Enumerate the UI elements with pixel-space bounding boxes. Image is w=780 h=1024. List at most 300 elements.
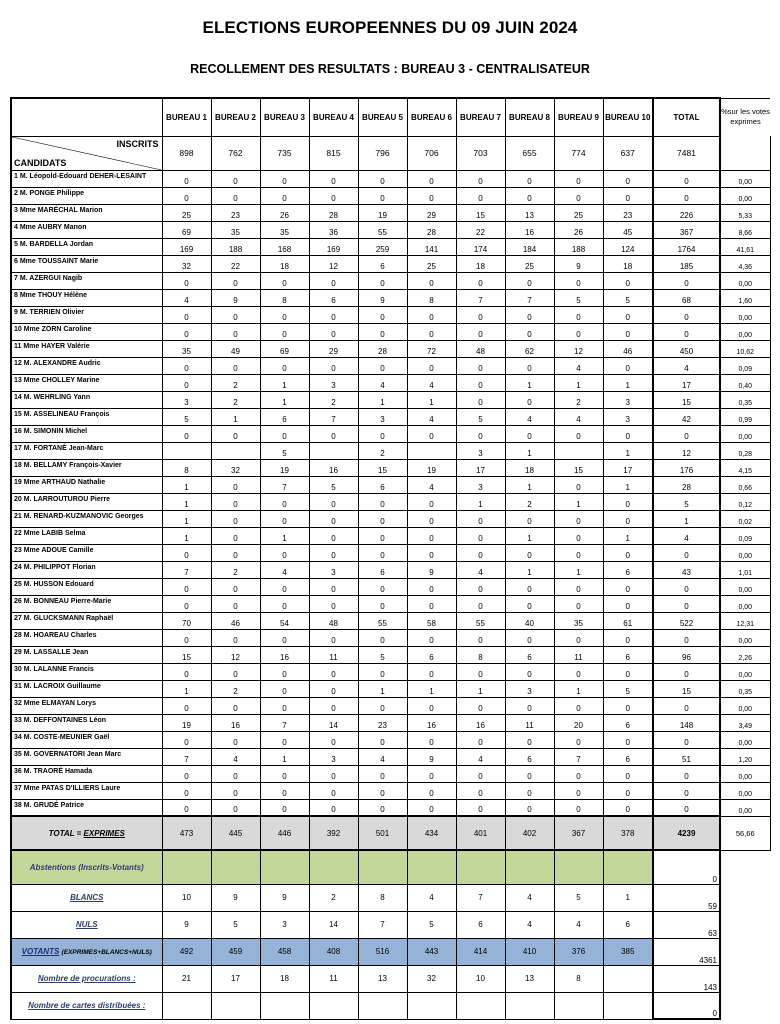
candidate-votes: 0 [456, 272, 505, 289]
candidate-votes: 1 [505, 476, 554, 493]
candidate-votes: 1 [505, 561, 554, 578]
candidate-row [11, 272, 770, 289]
candidate-votes: 0 [162, 782, 211, 799]
candidate-votes: 1 [505, 374, 554, 391]
header-bureau: BUREAU 5 [358, 98, 407, 136]
candidate-votes: 0 [456, 799, 505, 816]
candidate-votes: 0 [407, 187, 456, 204]
candidate-name: 35 M. GOVERNATORI Jean Marc [11, 748, 162, 765]
candidate-votes: 2 [211, 374, 260, 391]
pct-blank [720, 136, 770, 170]
candidate-pct: 5,33 [720, 204, 770, 221]
candidate-total: 0 [653, 578, 720, 595]
candidate-votes: 0 [309, 527, 358, 544]
candidate-pct: 0,09 [720, 527, 770, 544]
candidate-votes: 0 [505, 306, 554, 323]
candidate-votes: 0 [162, 425, 211, 442]
candidate-votes: 9 [407, 561, 456, 578]
candidate-votes: 0 [211, 476, 260, 493]
votants-label-text: VOTANTS [21, 947, 60, 956]
candidate-total: 1764 [653, 238, 720, 255]
candidate-votes: 4 [407, 374, 456, 391]
candidate-row [11, 170, 770, 187]
candidate-votes: 0 [554, 476, 603, 493]
candidate-votes: 0 [260, 663, 309, 680]
candidate-votes: 0 [260, 765, 309, 782]
candidate-votes: 0 [309, 799, 358, 816]
candidate-votes: 0 [554, 323, 603, 340]
candidate-votes: 1 [456, 493, 505, 510]
candidate-votes: 2 [554, 391, 603, 408]
candidate-row [11, 510, 770, 527]
candidate-votes: 72 [407, 340, 456, 357]
candidate-votes: 0 [456, 391, 505, 408]
candidate-votes: 0 [358, 595, 407, 612]
candidate-name: 33 M. DEFFONTAINES Léon [11, 714, 162, 731]
candidate-row [11, 714, 770, 731]
inscrits-value: 637 [603, 136, 653, 170]
candidate-votes: 9 [554, 255, 603, 272]
candidate-name: 8 Mme THOUY Hélène [11, 289, 162, 306]
candidate-total: 42 [653, 408, 720, 425]
header-bureau: BUREAU 4 [309, 98, 358, 136]
candidate-votes: 0 [211, 493, 260, 510]
candidate-name: 23 Mme ADOUE Camille [11, 544, 162, 561]
candidate-votes: 0 [407, 697, 456, 714]
candidate-pct: 0,00 [720, 765, 770, 782]
candidate-votes: 6 [505, 748, 554, 765]
cartes-value [162, 992, 211, 1019]
candidate-votes: 19 [162, 714, 211, 731]
header-bureau: BUREAU 2 [211, 98, 260, 136]
candidate-total: 367 [653, 221, 720, 238]
candidate-votes: 0 [211, 629, 260, 646]
candidate-row [11, 680, 770, 697]
header-bureau: BUREAU 10 [603, 98, 653, 136]
candidate-votes: 0 [162, 170, 211, 187]
candidate-votes: 0 [554, 595, 603, 612]
candidate-pct: 0,00 [720, 272, 770, 289]
candidate-pct: 0,66 [720, 476, 770, 493]
exprimes-value: 473 [162, 816, 211, 850]
candidate-name: 27 M. GLUCKSMANN Raphaël [11, 612, 162, 629]
candidate-votes: 0 [456, 170, 505, 187]
candidate-votes: 0 [309, 510, 358, 527]
candidate-votes: 1 [407, 680, 456, 697]
abstentions-value [407, 850, 456, 884]
candidate-votes: 55 [358, 221, 407, 238]
candidate-votes: 0 [603, 578, 653, 595]
cartes-label-text: Nombre de cartes distribuées : [28, 1001, 146, 1010]
candidate-votes: 15 [554, 459, 603, 476]
cartes-value [456, 992, 505, 1019]
candidate-votes: 0 [456, 187, 505, 204]
candidate-votes: 0 [505, 731, 554, 748]
candidate-votes: 0 [358, 527, 407, 544]
candidate-votes: 0 [554, 544, 603, 561]
candidate-name: 3 Mme MARÉCHAL Marion [11, 204, 162, 221]
exprimes-value: 445 [211, 816, 260, 850]
candidate-name: 4 Mme AUBRY Manon [11, 221, 162, 238]
candidate-row [11, 782, 770, 799]
candidate-votes: 17 [603, 459, 653, 476]
candidate-votes: 0 [603, 493, 653, 510]
candidate-votes: 1 [260, 391, 309, 408]
votants-value: 414 [456, 938, 505, 965]
exprimes-value: 378 [603, 816, 653, 850]
candidate-total: 5 [653, 493, 720, 510]
candidate-votes: 35 [211, 221, 260, 238]
candidate-votes: 0 [603, 357, 653, 374]
candidate-row [11, 612, 770, 629]
candidate-pct: 0,00 [720, 799, 770, 816]
candidate-votes: 0 [211, 187, 260, 204]
candidate-votes: 7 [162, 748, 211, 765]
candidate-votes: 0 [260, 799, 309, 816]
votants-value: 376 [554, 938, 603, 965]
candidate-votes: 0 [162, 544, 211, 561]
candidate-votes: 0 [505, 357, 554, 374]
candidate-votes: 0 [260, 578, 309, 595]
candidate-row [11, 578, 770, 595]
votants-label-sub: (EXPRIMES+BLANCS+NULS) [61, 949, 152, 956]
candidate-name: 16 M. SIMONIN Michel [11, 425, 162, 442]
inscrits-value: 706 [407, 136, 456, 170]
candidate-total: 0 [653, 306, 720, 323]
candidate-votes: 0 [358, 510, 407, 527]
candidate-votes: 3 [456, 442, 505, 459]
candidate-total: 0 [653, 323, 720, 340]
candidate-votes: 0 [309, 697, 358, 714]
candidate-votes: 9 [358, 289, 407, 306]
candidate-votes: 2 [211, 561, 260, 578]
candidate-votes: 0 [407, 544, 456, 561]
candidate-votes: 2 [211, 680, 260, 697]
candidate-votes: 0 [211, 510, 260, 527]
candidate-votes: 0 [358, 578, 407, 595]
candidate-votes: 1 [554, 561, 603, 578]
candidate-votes: 16 [211, 714, 260, 731]
candidate-votes: 2 [211, 391, 260, 408]
candidate-total: 4 [653, 527, 720, 544]
candidate-votes: 174 [456, 238, 505, 255]
inscrits-value: 762 [211, 136, 260, 170]
candidate-votes: 5 [603, 680, 653, 697]
candidate-pct: 0,00 [720, 731, 770, 748]
inscrits-candidats-label [11, 136, 162, 170]
candidate-votes: 0 [162, 731, 211, 748]
candidate-votes: 6 [603, 714, 653, 731]
candidate-pct: 0,35 [720, 391, 770, 408]
candidate-votes: 0 [358, 731, 407, 748]
candidate-votes: 0 [358, 170, 407, 187]
blancs-value: 4 [505, 884, 554, 911]
candidate-votes: 168 [260, 238, 309, 255]
candidate-total: 0 [653, 697, 720, 714]
candidate-votes: 0 [603, 323, 653, 340]
blancs-pct-blank [720, 884, 770, 911]
candidate-votes: 0 [211, 272, 260, 289]
candidate-votes: 0 [211, 544, 260, 561]
blancs-value: 4 [407, 884, 456, 911]
candidate-votes: 1 [554, 493, 603, 510]
candidate-row [11, 221, 770, 238]
candidate-row [11, 731, 770, 748]
header-bureau: BUREAU 6 [407, 98, 456, 136]
abstentions-value [162, 850, 211, 884]
candidate-votes: 0 [211, 578, 260, 595]
candidate-pct: 41,61 [720, 238, 770, 255]
candidate-votes: 0 [260, 306, 309, 323]
candidate-votes: 0 [456, 782, 505, 799]
candidate-votes: 3 [505, 680, 554, 697]
procurations-value: 32 [407, 965, 456, 992]
header-bureau: BUREAU 3 [260, 98, 309, 136]
candidate-votes: 0 [358, 272, 407, 289]
candidate-votes: 0 [603, 629, 653, 646]
candidate-votes: 0 [456, 697, 505, 714]
candidate-votes: 11 [554, 646, 603, 663]
candidate-votes: 6 [603, 561, 653, 578]
header-total: TOTAL [653, 98, 720, 136]
candidate-votes: 35 [162, 340, 211, 357]
candidate-total: 450 [653, 340, 720, 357]
candidate-votes: 0 [554, 272, 603, 289]
candidate-pct: 0,28 [720, 442, 770, 459]
candidate-votes: 0 [603, 306, 653, 323]
candidate-votes: 0 [260, 595, 309, 612]
candidate-pct: 0,00 [720, 663, 770, 680]
candidate-votes: 4 [407, 476, 456, 493]
page-subtitle: RECOLLEMENT DES RESULTATS : BUREAU 3 - CENTRALISATEUR [190, 62, 590, 76]
candidate-votes: 0 [260, 629, 309, 646]
candidate-votes: 16 [505, 221, 554, 238]
candidate-votes: 0 [456, 374, 505, 391]
candidate-votes: 7 [260, 714, 309, 731]
candidate-votes: 0 [358, 357, 407, 374]
candidate-votes: 0 [309, 323, 358, 340]
candidate-name: 30 M. LALANNE Francis [11, 663, 162, 680]
candidate-votes: 0 [358, 544, 407, 561]
candidate-pct: 0,35 [720, 680, 770, 697]
candidate-votes: 5 [162, 408, 211, 425]
candidate-votes: 6 [407, 646, 456, 663]
candidate-votes: 70 [162, 612, 211, 629]
candidate-total: 0 [653, 629, 720, 646]
candidate-votes: 69 [260, 340, 309, 357]
candidate-votes: 8 [260, 289, 309, 306]
candidate-votes: 48 [309, 612, 358, 629]
candidate-votes: 0 [309, 663, 358, 680]
candidate-pct: 0,00 [720, 425, 770, 442]
candidate-votes: 2 [309, 391, 358, 408]
candidate-votes: 0 [407, 510, 456, 527]
candidate-votes: 69 [162, 221, 211, 238]
candidate-votes: 7 [309, 408, 358, 425]
candidate-votes: 0 [603, 731, 653, 748]
candidate-total: 68 [653, 289, 720, 306]
candidate-row [11, 476, 770, 493]
candidate-row [11, 493, 770, 510]
candidate-votes: 18 [456, 255, 505, 272]
candidate-votes: 1 [505, 527, 554, 544]
candidate-votes: 3 [603, 408, 653, 425]
procurations-value [603, 965, 653, 992]
candidate-votes: 35 [260, 221, 309, 238]
candidate-votes: 0 [456, 595, 505, 612]
candidate-votes: 0 [211, 595, 260, 612]
candidate-votes: 0 [211, 170, 260, 187]
candidate-votes: 55 [456, 612, 505, 629]
candidate-votes: 0 [603, 697, 653, 714]
abstentions-value [505, 850, 554, 884]
votants-value: 492 [162, 938, 211, 965]
candidate-votes: 62 [505, 340, 554, 357]
candidate-row [11, 204, 770, 221]
candidate-total: 0 [653, 595, 720, 612]
candidate-votes: 0 [162, 765, 211, 782]
candidate-votes: 0 [162, 578, 211, 595]
candidate-votes: 0 [211, 357, 260, 374]
candidate-votes: 0 [358, 187, 407, 204]
candidate-votes: 0 [162, 323, 211, 340]
candidate-name: 22 Mme LABIB Selma [11, 527, 162, 544]
candidate-votes: 0 [554, 765, 603, 782]
votants-label [11, 938, 162, 965]
candidate-votes: 0 [260, 544, 309, 561]
abstentions-value [260, 850, 309, 884]
candidate-votes: 49 [211, 340, 260, 357]
candidate-row [11, 527, 770, 544]
candidate-votes: 0 [162, 663, 211, 680]
procurations-total: 143 [653, 965, 720, 992]
candidate-votes: 0 [554, 187, 603, 204]
candidate-total: 0 [653, 544, 720, 561]
blancs-value: 2 [309, 884, 358, 911]
candidate-votes: 259 [358, 238, 407, 255]
candidate-votes: 188 [211, 238, 260, 255]
candidate-votes: 15 [358, 459, 407, 476]
candidate-pct: 3,49 [720, 714, 770, 731]
candidate-votes: 8 [162, 459, 211, 476]
candidate-votes: 1 [260, 527, 309, 544]
candidate-total: 0 [653, 782, 720, 799]
candidate-votes: 0 [162, 374, 211, 391]
procurations-value: 10 [456, 965, 505, 992]
candidate-votes: 13 [505, 204, 554, 221]
procurations-row [11, 965, 770, 992]
header-row [11, 98, 770, 136]
candidate-name: 25 M. HUSSON Edouard [11, 578, 162, 595]
blancs-value: 9 [211, 884, 260, 911]
candidate-total: 17 [653, 374, 720, 391]
candidate-votes: 26 [260, 204, 309, 221]
candidate-votes: 0 [211, 306, 260, 323]
candidate-name: 14 M. WEHRLING Yann [11, 391, 162, 408]
nuls-value: 5 [407, 911, 456, 938]
candidate-votes: 12 [309, 255, 358, 272]
candidate-name: 13 Mme CHOLLEY Marine [11, 374, 162, 391]
candidate-row [11, 374, 770, 391]
candidate-votes: 4 [456, 748, 505, 765]
candidate-row [11, 765, 770, 782]
candidate-votes: 22 [456, 221, 505, 238]
candidate-row [11, 306, 770, 323]
candidate-votes: 0 [603, 799, 653, 816]
candidate-votes: 16 [407, 714, 456, 731]
candidate-total: 51 [653, 748, 720, 765]
candidate-votes: 0 [260, 680, 309, 697]
candidate-votes: 0 [456, 629, 505, 646]
candidate-votes: 0 [211, 697, 260, 714]
votants-value: 408 [309, 938, 358, 965]
inscrits-value: 735 [260, 136, 309, 170]
candidate-votes: 3 [358, 408, 407, 425]
exprimes-value: 401 [456, 816, 505, 850]
candidate-row [11, 289, 770, 306]
procurations-value: 21 [162, 965, 211, 992]
candidate-votes: 19 [407, 459, 456, 476]
candidate-total: 0 [653, 425, 720, 442]
candidate-votes: 0 [407, 663, 456, 680]
candidate-pct: 0,00 [720, 697, 770, 714]
candidate-votes: 0 [407, 578, 456, 595]
candidate-votes: 3 [162, 391, 211, 408]
abstentions-label [11, 850, 162, 884]
candidate-row [11, 442, 770, 459]
candidate-votes: 18 [603, 255, 653, 272]
candidate-votes: 0 [358, 697, 407, 714]
candidate-votes: 20 [554, 714, 603, 731]
candidate-votes: 19 [260, 459, 309, 476]
candidate-votes: 141 [407, 238, 456, 255]
candidate-votes: 0 [358, 765, 407, 782]
candidate-name: 12 M. ALEXANDRE Audric [11, 357, 162, 374]
candidate-votes: 0 [162, 629, 211, 646]
candidate-row [11, 459, 770, 476]
candidate-votes: 0 [407, 493, 456, 510]
inscrits-label: INSCRITS [116, 138, 159, 149]
candidate-votes: 0 [260, 731, 309, 748]
candidate-pct: 0,00 [720, 578, 770, 595]
candidate-votes: 5 [456, 408, 505, 425]
candidate-row [11, 544, 770, 561]
candidate-votes: 0 [554, 527, 603, 544]
candidate-votes: 0 [554, 799, 603, 816]
candidate-pct: 0,00 [720, 306, 770, 323]
candidate-votes: 9 [211, 289, 260, 306]
candidate-votes: 0 [309, 680, 358, 697]
candidate-row [11, 408, 770, 425]
candidate-votes: 5 [554, 289, 603, 306]
abstentions-total: 0 [653, 850, 720, 884]
candidate-votes: 1 [260, 748, 309, 765]
candidate-row [11, 748, 770, 765]
candidate-votes: 0 [407, 782, 456, 799]
candidate-pct: 0,40 [720, 374, 770, 391]
candidate-votes: 3 [603, 391, 653, 408]
candidate-votes: 0 [505, 578, 554, 595]
procurations-value: 13 [505, 965, 554, 992]
candidate-pct: 0,00 [720, 170, 770, 187]
candidate-pct: 0,00 [720, 187, 770, 204]
candidate-votes: 0 [505, 187, 554, 204]
candidate-votes: 0 [456, 731, 505, 748]
candidate-votes: 4 [358, 374, 407, 391]
abstentions-row [11, 850, 770, 884]
cartes-value [603, 992, 653, 1019]
candidate-pct: 0,09 [720, 357, 770, 374]
